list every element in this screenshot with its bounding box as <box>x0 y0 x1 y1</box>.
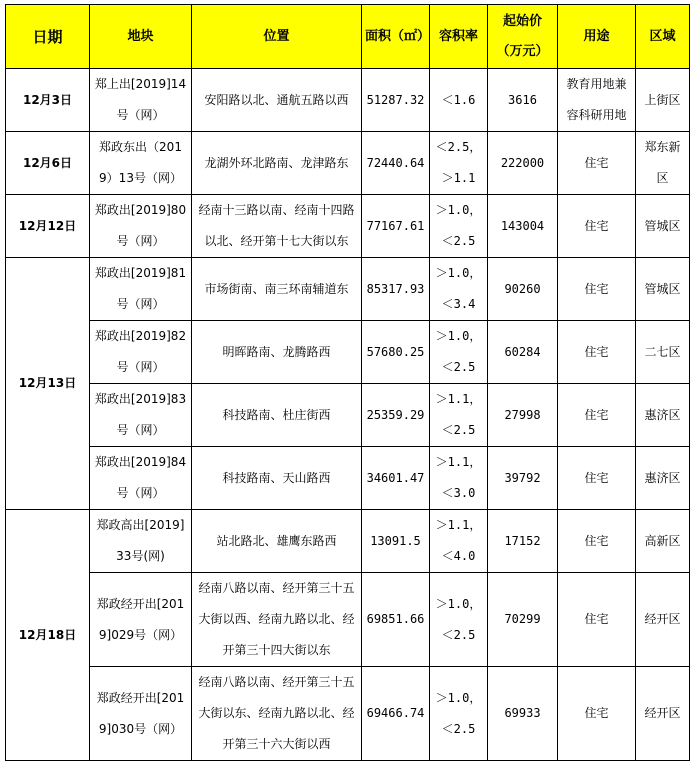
header-price <box>488 5 558 69</box>
plot-cell: 郑政经开出[2019]029号（网） <box>90 573 192 667</box>
use-cell: 住宅 <box>558 667 636 761</box>
table-row <box>6 132 690 195</box>
header-far: 容积率 <box>430 5 488 69</box>
price-cell: 69933 <box>488 667 558 761</box>
use-cell: 住宅 <box>558 321 636 384</box>
district-cell: 惠济区 <box>636 447 690 510</box>
area-cell: 13091.5 <box>362 510 430 573</box>
date-cell: 12月3日 <box>6 69 90 132</box>
district-cell: 二七区 <box>636 321 690 384</box>
header-area: 面积（㎡） <box>362 5 430 69</box>
table-row <box>6 69 690 132</box>
use-cell: 住宅 <box>558 132 636 195</box>
price-cell: 60284 <box>488 321 558 384</box>
location-cell: 市场街南、南三环南辅道东 <box>192 258 362 321</box>
table-row <box>6 321 690 384</box>
table-row <box>6 510 690 573</box>
far-cell: ＞1.1，＜3.0 <box>430 447 488 510</box>
plot-cell: 郑政出[2019]80号（网） <box>90 195 192 258</box>
far-cell: ＜1.6 <box>430 69 488 132</box>
plot-cell: 郑政经开出[2019]030号（网） <box>90 667 192 761</box>
header-price-line2: （万元） <box>496 43 549 59</box>
use-cell: 住宅 <box>558 510 636 573</box>
district-cell: 管城区 <box>636 195 690 258</box>
plot-cell: 郑政高出[2019]33号(网) <box>90 510 192 573</box>
district-cell: 经开区 <box>636 573 690 667</box>
area-cell: 69466.74 <box>362 667 430 761</box>
header-date: 日期 <box>6 5 90 69</box>
date-cell: 12月18日 <box>6 510 90 761</box>
location-cell: 明晖路南、龙腾路西 <box>192 321 362 384</box>
use-cell: 住宅 <box>558 195 636 258</box>
location-cell: 科技路南、杜庄街西 <box>192 384 362 447</box>
far-cell: ＞1.0，＜3.4 <box>430 258 488 321</box>
area-cell: 85317.93 <box>362 258 430 321</box>
table-row <box>6 447 690 510</box>
area-cell: 72440.64 <box>362 132 430 195</box>
far-cell: ＞1.0，＜2.5 <box>430 667 488 761</box>
header-row <box>6 5 690 69</box>
far-cell: ＞1.0，＜2.5 <box>430 321 488 384</box>
location-cell: 科技路南、天山路西 <box>192 447 362 510</box>
far-cell: ＞1.0，＜2.5 <box>430 573 488 667</box>
table-row <box>6 384 690 447</box>
table-row <box>6 258 690 321</box>
plot-cell: 郑政出[2019]81号（网） <box>90 258 192 321</box>
header-use: 用途 <box>558 5 636 69</box>
district-cell: 高新区 <box>636 510 690 573</box>
area-cell: 69851.66 <box>362 573 430 667</box>
far-cell: ＜2.5，＞1.1 <box>430 132 488 195</box>
district-cell: 管城区 <box>636 258 690 321</box>
use-cell: 教育用地兼容科研用地 <box>558 69 636 132</box>
location-cell: 经南十三路以南、经南十四路以北、经开第十七大街以东 <box>192 195 362 258</box>
price-cell: 27998 <box>488 384 558 447</box>
district-cell: 惠济区 <box>636 384 690 447</box>
location-cell: 经南八路以南、经开第三十五大街以东、经南九路以北、经开第三十六大街以西 <box>192 667 362 761</box>
far-cell: ＞1.1，＜4.0 <box>430 510 488 573</box>
plot-cell: 郑上出[2019]14号（网） <box>90 69 192 132</box>
plot-cell: 郑政东出（2019）13号（网） <box>90 132 192 195</box>
far-cell: ＞1.0，＜2.5 <box>430 195 488 258</box>
date-cell: 12月6日 <box>6 132 90 195</box>
area-cell: 25359.29 <box>362 384 430 447</box>
price-cell: 17152 <box>488 510 558 573</box>
district-cell: 上街区 <box>636 69 690 132</box>
header-price-line1: 起始价 <box>502 13 542 29</box>
date-cell: 12月13日 <box>6 258 90 510</box>
land-auction-table <box>5 4 690 761</box>
header-location: 位置 <box>192 5 362 69</box>
use-cell: 住宅 <box>558 384 636 447</box>
location-cell: 站北路北、雄鹰东路西 <box>192 510 362 573</box>
price-cell: 39792 <box>488 447 558 510</box>
price-cell: 143004 <box>488 195 558 258</box>
location-cell: 龙湖外环北路南、龙津路东 <box>192 132 362 195</box>
price-cell: 90260 <box>488 258 558 321</box>
district-cell: 郑东新区 <box>636 132 690 195</box>
far-cell: ＞1.1，＜2.5 <box>430 384 488 447</box>
table-row <box>6 195 690 258</box>
area-cell: 57680.25 <box>362 321 430 384</box>
header-plot: 地块 <box>90 5 192 69</box>
location-cell: 安阳路以北、通航五路以西 <box>192 69 362 132</box>
price-cell: 3616 <box>488 69 558 132</box>
price-cell: 222000 <box>488 132 558 195</box>
district-cell: 经开区 <box>636 667 690 761</box>
use-cell: 住宅 <box>558 258 636 321</box>
plot-cell: 郑政出[2019]83号（网） <box>90 384 192 447</box>
table-row <box>6 667 690 761</box>
header-district: 区域 <box>636 5 690 69</box>
plot-cell: 郑政出[2019]84号（网） <box>90 447 192 510</box>
use-cell: 住宅 <box>558 573 636 667</box>
date-cell: 12月12日 <box>6 195 90 258</box>
table-row <box>6 573 690 667</box>
area-cell: 34601.47 <box>362 447 430 510</box>
area-cell: 77167.61 <box>362 195 430 258</box>
area-cell: 51287.32 <box>362 69 430 132</box>
location-cell: 经南八路以南、经开第三十五大街以西、经南九路以北、经开第三十四大街以东 <box>192 573 362 667</box>
plot-cell: 郑政出[2019]82号（网） <box>90 321 192 384</box>
price-cell: 70299 <box>488 573 558 667</box>
use-cell: 住宅 <box>558 447 636 510</box>
